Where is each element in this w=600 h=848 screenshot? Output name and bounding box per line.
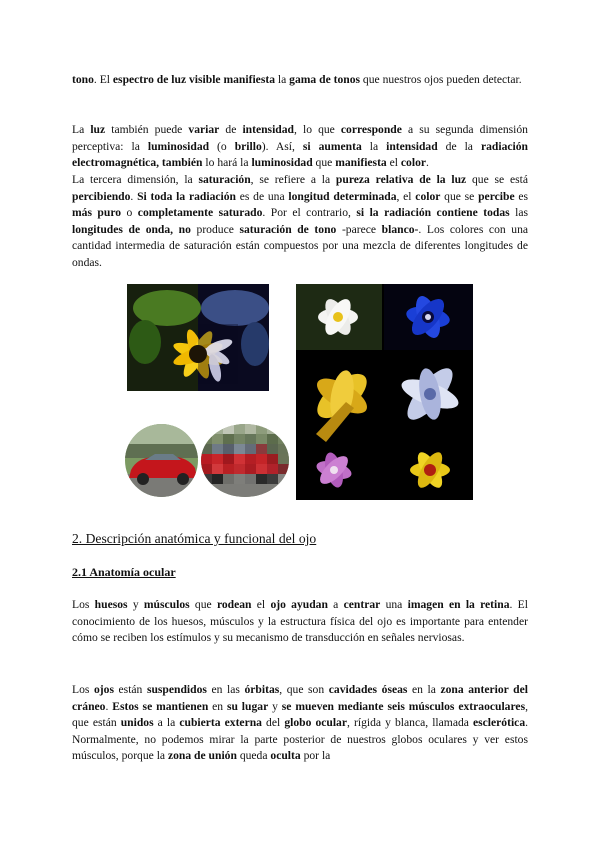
- text-run: y: [127, 598, 144, 611]
- bold-run: unidos: [120, 716, 154, 730]
- bold-run: luminosidad: [251, 156, 313, 170]
- text-run: o: [121, 206, 138, 220]
- text-run: el: [386, 156, 401, 170]
- text-run: el: [251, 598, 271, 611]
- section-heading-2-1: 2.1 Anatomía ocular: [72, 565, 176, 579]
- text-run: del: [261, 716, 285, 730]
- sunflower-saturation-image: [127, 284, 269, 391]
- bold-run: se mueven mediante seis músculos extraoculares: [281, 699, 526, 713]
- text-run: La tercera dimensión, la: [72, 173, 199, 186]
- text-run: . Normalmente, no podemos mirar la parte posterior de nuestros globos oculares y ver estos músculos, porque la: [72, 716, 529, 763]
- text-run: a la: [153, 716, 180, 730]
- bold-run: zona anterior del cráneo: [72, 683, 528, 713]
- text-run: están: [113, 683, 147, 696]
- text-run: de: [219, 123, 243, 136]
- text-run: a su segunda dimensión perceptiva: la: [72, 123, 528, 153]
- bold-run: gama de tonos: [289, 73, 361, 86]
- bold-run: espectro de luz visible manifiesta: [112, 73, 275, 86]
- text-run: que se está: [466, 173, 528, 186]
- bold-run: luz: [90, 123, 106, 136]
- bold-run: ojo ayudan: [270, 598, 328, 611]
- text-run: (o: [209, 139, 235, 153]
- text-run: en las: [206, 683, 245, 696]
- bold-run: intensidad: [242, 123, 294, 136]
- bold-run: ojos: [93, 683, 114, 696]
- text-run: es de una: [235, 189, 289, 203]
- bold-run: saturación: [198, 173, 251, 186]
- bold-run: músculos: [143, 598, 190, 611]
- paragraph-luminosidad: [72, 122, 528, 172]
- text-run: queda: [236, 749, 271, 763]
- bold-run: si aumenta: [302, 139, 362, 153]
- text-run: , que están: [72, 699, 528, 730]
- bold-run: zona de unión: [167, 749, 237, 763]
- text-run: , rígida y blanca, llamada: [347, 716, 473, 730]
- text-run: ). Así,: [261, 139, 303, 153]
- bold-run: color: [415, 189, 441, 203]
- text-run: la: [275, 73, 290, 86]
- bold-run: Si toda la radiación: [137, 189, 236, 203]
- bold-run: pureza relativa de la luz: [335, 173, 467, 186]
- bold-run: brillo: [234, 139, 262, 153]
- text-run: . Los colores con una cantidad intermedia de saturación están compuestos por una mezcla de diferentes longitudes de ondas.: [72, 222, 529, 269]
- bold-run: manifiesta: [335, 156, 387, 170]
- text-run: , se refiere a la: [250, 173, 336, 186]
- text-run: en: [208, 699, 227, 713]
- text-run: Los: [72, 683, 94, 696]
- bold-run: completamente saturado: [137, 206, 263, 220]
- paragraph-ojos: [72, 682, 528, 765]
- bold-run: huesos: [94, 598, 128, 611]
- bold-run: percibe: [478, 189, 515, 203]
- text-run: . El conocimiento de los huesos, músculos y la estructura física del ojo es importante para entender cómo se reciben los estímulos y su mecanismo de transducción en señales nerviosas.: [72, 598, 528, 645]
- bold-run: radiación electromagnética, también: [72, 139, 528, 170]
- bold-run: luminosidad: [147, 139, 210, 153]
- text-run: que: [312, 156, 336, 170]
- bold-run: órbitas: [244, 683, 280, 696]
- text-run: La: [72, 123, 91, 136]
- text-run: .: [130, 189, 138, 203]
- car-blur-sharp-image: [125, 424, 198, 497]
- text-run: .: [426, 156, 429, 170]
- bold-run: si la radiación contiene todas: [356, 206, 510, 220]
- bold-run: esclerótica: [472, 716, 526, 730]
- text-run: en la: [407, 683, 441, 696]
- bold-run: suspendidos: [146, 683, 207, 696]
- bold-run: más puro: [72, 206, 122, 220]
- text-run: por la: [300, 749, 331, 763]
- text-run: una: [380, 598, 408, 611]
- text-run: de la: [437, 139, 481, 153]
- bold-run: oculta: [270, 749, 301, 763]
- bold-run: su lugar: [226, 699, 269, 713]
- text-run: , lo que: [294, 123, 341, 136]
- bold-run: intensidad: [386, 139, 438, 153]
- bold-run: cavidades óseas: [328, 683, 408, 696]
- paragraph-tono: [72, 72, 528, 89]
- bold-run: blanco-: [381, 222, 419, 236]
- text-run: que nuestros ojos pueden detectar.: [360, 73, 522, 86]
- paragraph-saturacion: [72, 172, 528, 272]
- bold-run: corresponde: [340, 123, 402, 136]
- bold-run: longitud determinada: [288, 189, 397, 203]
- text-run: . Por el contrario,: [262, 206, 357, 220]
- paragraph-anatomia: [72, 597, 528, 647]
- text-run: , el: [396, 189, 416, 203]
- bold-run: tono: [72, 73, 94, 86]
- car-pixelated-image: [201, 424, 289, 497]
- bold-run: longitudes de onda, no: [72, 222, 191, 236]
- bold-run: cubierta externa: [179, 716, 262, 730]
- bold-run: color: [400, 156, 427, 170]
- text-run: -parece: [336, 222, 382, 236]
- text-run: las: [509, 206, 528, 220]
- text-run: , que son: [279, 683, 329, 696]
- bold-run: Estos se mantienen: [112, 699, 209, 713]
- text-run: Los: [72, 598, 95, 611]
- text-run: lo hará la: [202, 156, 252, 170]
- text-run: . El: [93, 73, 113, 86]
- bold-run: centrar: [343, 598, 381, 611]
- bold-run: saturación de tono: [239, 222, 337, 236]
- text-run: que se: [440, 189, 479, 203]
- text-run: también puede: [105, 123, 189, 136]
- bold-run: percibiendo: [72, 189, 131, 203]
- bold-run: globo ocular: [284, 716, 348, 730]
- bold-run: imagen en la retina: [407, 598, 510, 611]
- text-run: es: [514, 189, 529, 203]
- text-run: y: [268, 699, 282, 713]
- bold-run: variar: [188, 123, 220, 136]
- text-run: .: [105, 699, 113, 713]
- flowers-saturation-grid-image: [296, 284, 473, 500]
- section-heading-2: 2. Descripción anatómica y funcional del ojo: [72, 531, 317, 546]
- text-run: a: [327, 598, 344, 611]
- text-run: que: [189, 598, 217, 611]
- text-run: produce: [190, 222, 240, 236]
- bold-run: rodean: [216, 598, 252, 611]
- text-run: la: [361, 139, 387, 153]
